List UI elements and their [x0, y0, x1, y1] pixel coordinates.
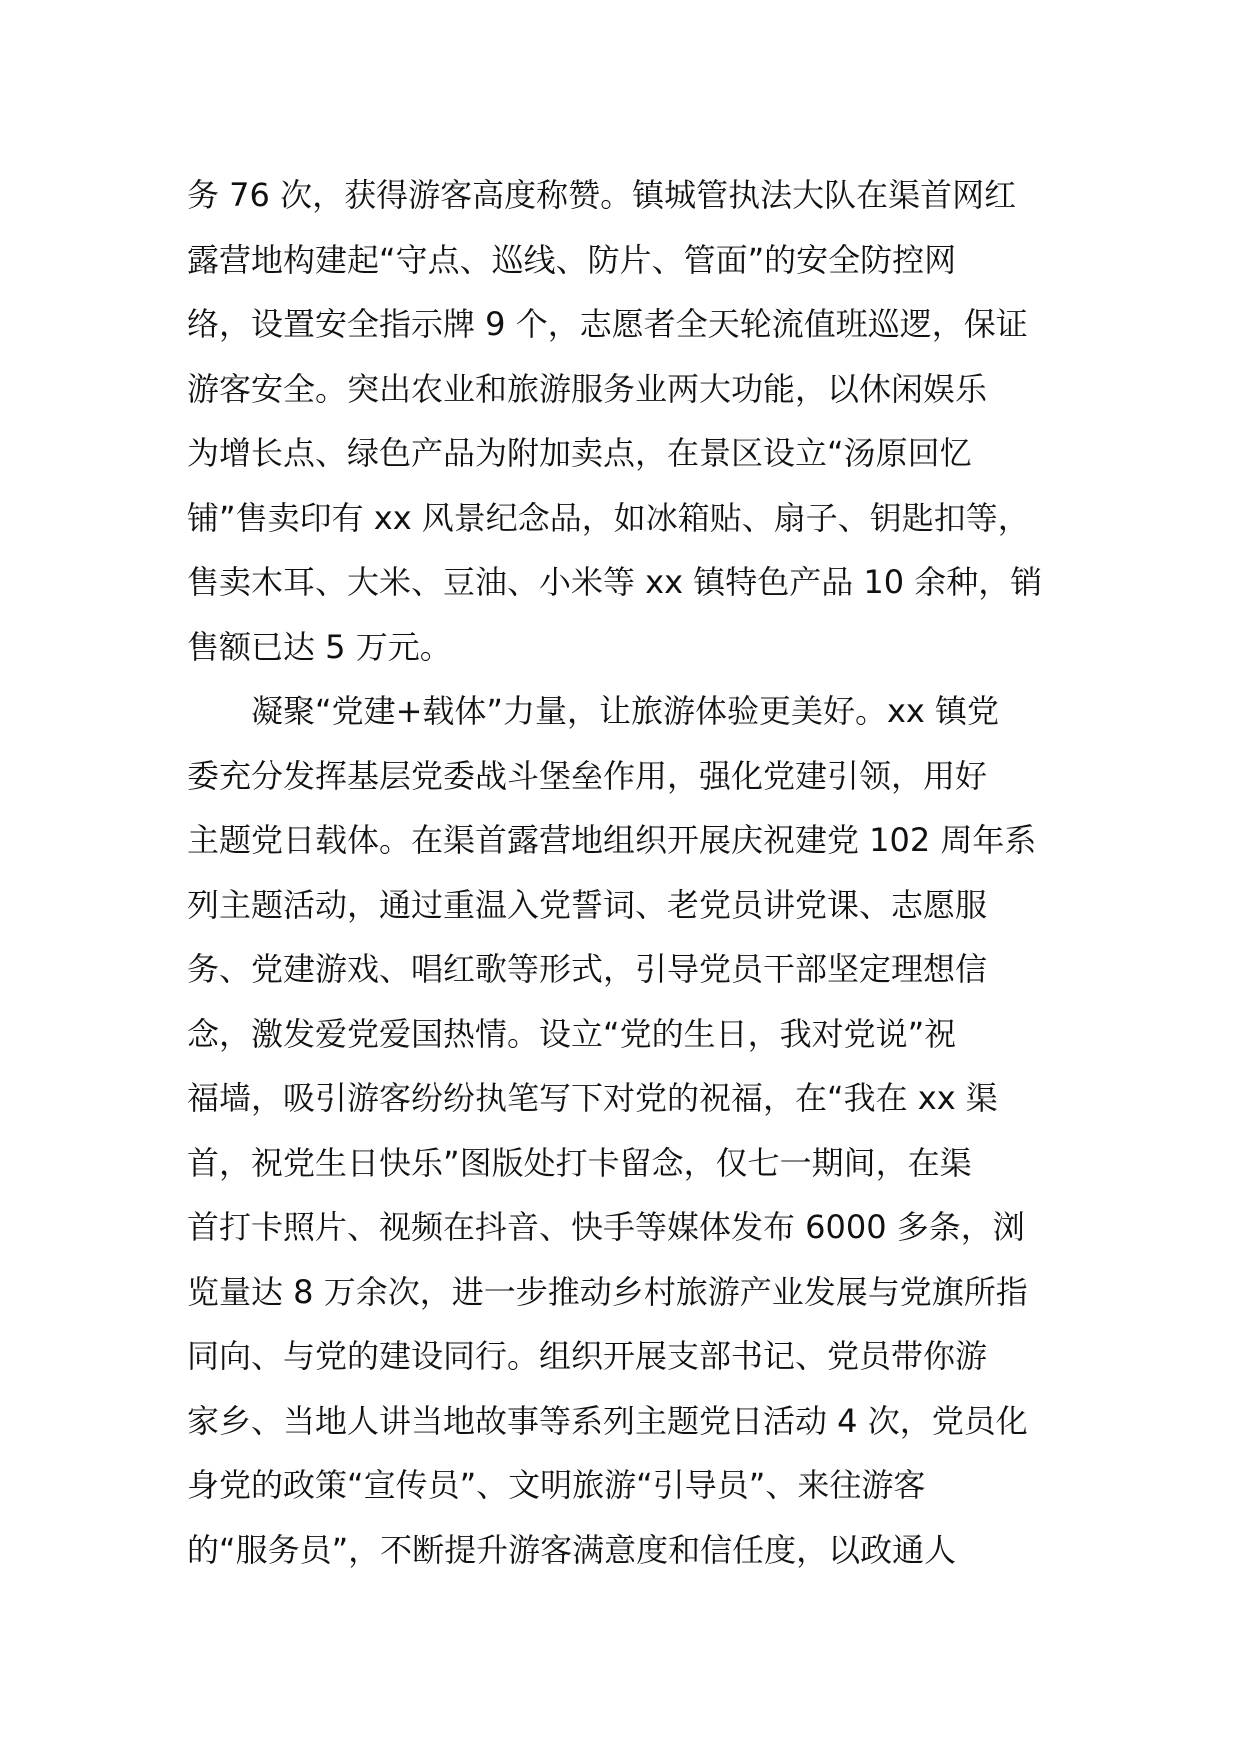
text-line: 身党的政策“宣传员”、文明旅游“引导员”、来往游客: [187, 1466, 926, 1504]
body-text: [187, 163, 1087, 1582]
text-line: 览量达 8 万余次，进一步推动乡村旅游产业发展与党旗所指: [187, 1272, 1028, 1311]
text-line: 家乡、当地人讲当地故事等系列主题党日活动 4 次，党员化: [187, 1401, 1028, 1440]
text-line: 的“服务员”，不断提升游客满意度和信任度，以政通人: [187, 1530, 957, 1569]
text-line: 首打卡照片、视频在抖音、快手等媒体发布 6000 多条，浏: [187, 1208, 1025, 1246]
text-line: 铺”售卖印有 xx 风景纪念品，如冰箱贴、扇子、钥匙扣等，: [187, 498, 1030, 537]
text-line: 售额已达 5 万元。: [187, 627, 452, 666]
text-line: 念，激发爱党爱国热情。设立“党的生日，我对党说”祝: [187, 1014, 957, 1053]
text-line: 络，设置安全指示牌 9 个，志愿者全天轮流值班巡逻，保证: [187, 305, 1028, 343]
text-line: 首，祝党生日快乐”图版处打卡留念，仅七一期间，在渠: [187, 1143, 972, 1182]
text-line: 务、党建游戏、唱红歌等形式，引导党员干部坚定理想信: [187, 950, 988, 988]
text-line: 委充分发挥基层党委战斗堡垒作用，强化党建引领，用好: [187, 756, 988, 795]
text-line: 同向、与党的建设同行。组织开展支部书记、党员带你游: [187, 1337, 988, 1375]
text-line: 露营地构建起“守点、巡线、防片、管面”的安全防控网: [187, 240, 957, 279]
text-line: 主题党日载体。在渠首露营地组织开展庆祝建党 102 周年系: [187, 821, 1037, 859]
text-line: 务 76 次，获得游客高度称赞。镇城管执法大队在渠首网红: [187, 176, 1017, 214]
text-line: 列主题活动，通过重温入党誓词、老党员讲党课、志愿服: [187, 885, 988, 924]
text-line: 为增长点、绿色产品为附加卖点，在景区设立“汤原回忆: [187, 434, 972, 472]
text-line: 福墙，吸引游客纷纷执笔写下对党的祝福，在“我在 xx 渠: [187, 1079, 998, 1117]
text-line: 售卖木耳、大米、豆油、小米等 xx 镇特色产品 10 余种，销: [187, 563, 1043, 601]
text-line: 游客安全。突出农业和旅游服务业两大功能，以休闲娱乐: [187, 369, 988, 408]
paragraph-first-line: 凝聚“党建+载体”力量，让旅游体验更美好。xx 镇党: [251, 692, 1000, 730]
